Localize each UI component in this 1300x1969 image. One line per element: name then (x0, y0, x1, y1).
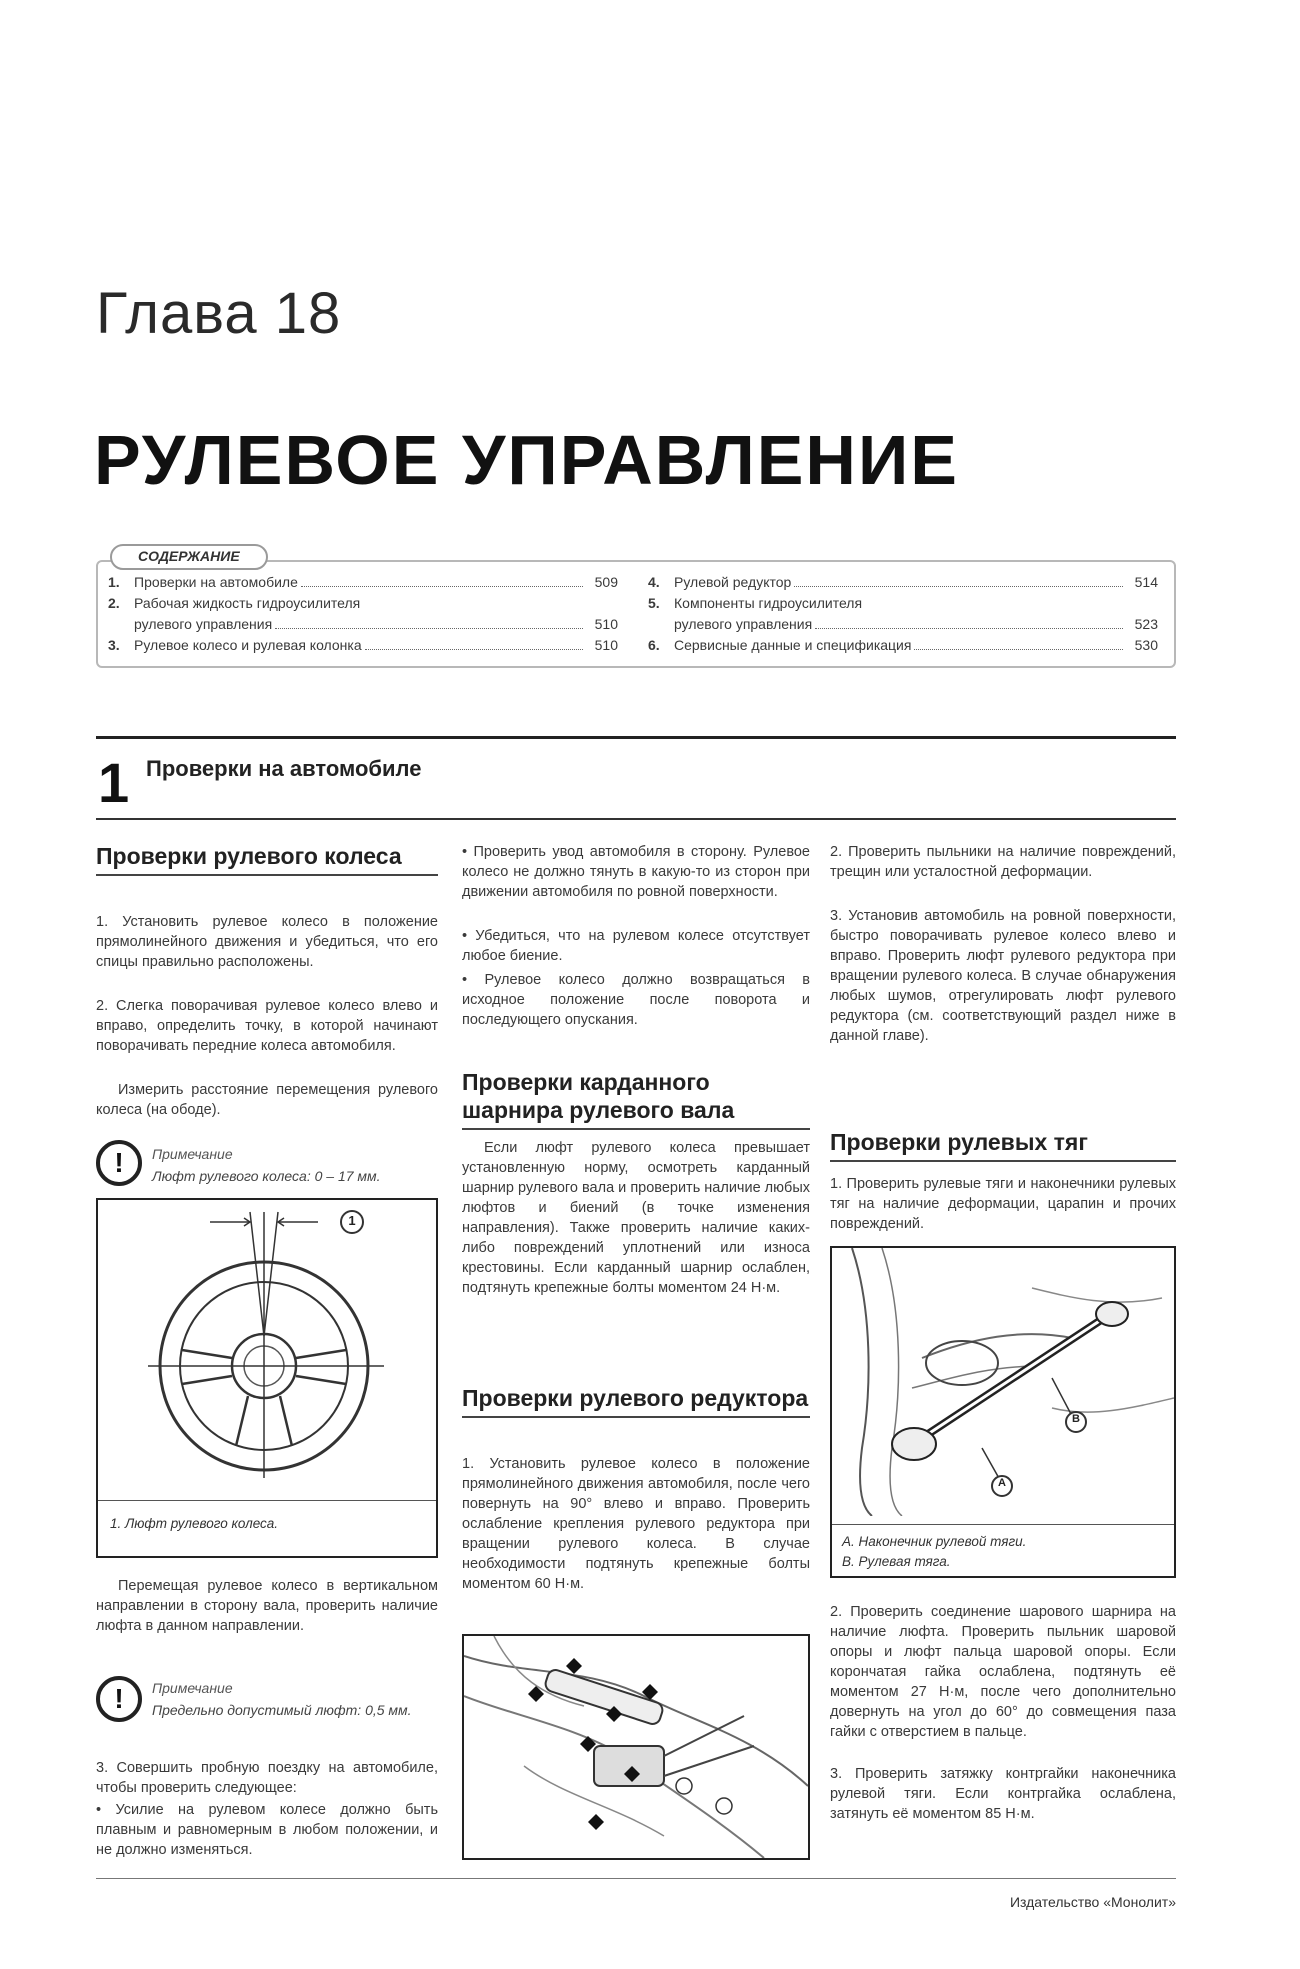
section-title: Проверки на автомобиле (146, 756, 422, 781)
note-label: Примечание (152, 1146, 233, 1162)
callout-1: 1 (348, 1213, 356, 1228)
note-text: Люфт рулевого колеса: 0 – 17 мм. (152, 1168, 381, 1184)
toc-item[interactable]: 4. Рулевой редуктор 514 (648, 574, 1158, 590)
paragraph: 1. Установить рулевое колесо в положение прямолинейного движения и убедиться, что его спицы правильно расположены. (96, 914, 438, 970)
toc-label: СОДЕРЖАНИЕ (110, 544, 268, 570)
toc-item[interactable]: 5. Компоненты гидроусилителя (648, 595, 863, 611)
figure-steering-gear-mount (462, 1634, 810, 1860)
note-icon: ! (96, 1676, 142, 1722)
figure-caption: 1. Люфт рулевого колеса. (110, 1516, 279, 1531)
paragraph: Если люфт рулевого колеса превышает установленную норму, осмотреть карданный шарнир рулевого вала и проверить наличие любых люфтов и биений (в точке изменения направления). Также проверить наличие каких-либо повреждений уплотнений или износа крестовины. Если карданный шарнир ослаблен, подтянуть крепежные болты моментом 24 Н·м. (462, 1140, 810, 1296)
paragraph: • Рулевое колесо должно возвращаться в исходное положение после поворота и последующего опускания. (462, 972, 810, 1028)
note-icon: ! (96, 1140, 142, 1186)
toc-item[interactable]: рулевого управления 510 (134, 616, 618, 632)
paragraph: 2. Проверить соединение шарового шарнира на наличие люфта. Проверить пыльник шаровой опоры и люфт пальца шаровой опоры. Если корончатая гайка ослаблена, подтянуть её моментом 27 Н·м, после чего дополнительно довернуть на угол до 60° до совмещения паза гайки с отверстием в пальце. (830, 1604, 1176, 1740)
callout-b: B (1072, 1413, 1080, 1425)
heading-steering-gear-checks: Проверки рулевого редуктора (462, 1384, 810, 1418)
toc-item[interactable]: рулевого управления 523 (674, 616, 1158, 632)
footer-rule (96, 1878, 1176, 1879)
toc-column-right (648, 572, 1158, 656)
paragraph: • Проверить увод автомобиля в сторону. Рулевое колесо не должно тянуть в какую-то из сторон при движении автомобиля по ровной поверхности. (462, 844, 810, 900)
figure-caption-b: B. Рулевая тяга. (842, 1554, 951, 1569)
figure-divider (832, 1524, 1174, 1525)
callout-a: A (998, 1477, 1006, 1489)
page-title: РУЛЕВОЕ УПРАВЛЕНИЕ (94, 421, 959, 499)
heading-steering-wheel-checks: Проверки рулевого колеса (96, 842, 438, 876)
note-text: Предельно допустимый люфт: 0,5 мм. (152, 1702, 412, 1718)
steering-gear-illustration (464, 1636, 808, 1858)
section-number: 1 (98, 751, 130, 814)
tie-rod-illustration (832, 1248, 1174, 1516)
toc-item[interactable]: 3. Рулевое колесо и рулевая колонка 510 (108, 637, 618, 653)
figure-tie-rod (830, 1246, 1176, 1578)
figure-divider (98, 1500, 436, 1501)
paragraph: 3. Установив автомобиль на ровной поверхности, быстро поворачивать рулевое колесо влево и вправо. Проверить люфт рулевого редуктора при вращении рулевого колеса. В случае обнаружения любых шумов, отрегулировать люфт рулевого редуктора (см. соответствующий раздел ниже в данной главе). (830, 908, 1176, 1044)
toc-item[interactable]: 6. Сервисные данные и спецификация 530 (648, 637, 1158, 653)
paragraph: • Убедиться, что на рулевом колесе отсутствует любое биение. (462, 928, 810, 964)
paragraph: Перемещая рулевое колесо в вертикальном направлении в сторону вала, проверить наличие люфта в данном направлении. (96, 1578, 438, 1634)
heading-cardan-joint-checks: Проверки карданного шарнира рулевого вала (462, 1068, 810, 1130)
section-top-rule (96, 736, 1176, 739)
paragraph: 3. Проверить затяжку контргайки наконечника рулевой тяги. Если контргайка ослаблена, затянуть её моментом 85 Н·м. (830, 1766, 1176, 1822)
paragraph: 2. Проверить пыльники на наличие повреждений, трещин или усталостной деформации. (830, 844, 1176, 880)
note-label: Примечание (152, 1680, 233, 1696)
toc-column-left (108, 572, 618, 656)
toc-item[interactable]: 2. Рабочая жидкость гидроусилителя (108, 595, 361, 611)
paragraph: • Усилие на рулевом колесе должно быть плавным и равномерным в любом положении, и не должно изменяться. (96, 1802, 438, 1858)
toc-item[interactable]: 1. Проверки на автомобиле 509 (108, 574, 618, 590)
paragraph: 1. Проверить рулевые тяги и наконечники рулевых тяг на наличие деформации, царапин и прочих повреждений. (830, 1176, 1176, 1232)
steering-wheel-diagram (98, 1200, 436, 1490)
paragraph: Измерить расстояние перемещения рулевого колеса (на ободе). (96, 1082, 438, 1118)
figure-caption-a: A. Наконечник рулевой тяги. (842, 1534, 1027, 1549)
chapter-label: Глава 18 (96, 281, 342, 346)
paragraph: 1. Установить рулевое колесо в положение прямолинейного движения автомобиля, после чего повернуть на 90° влево и вправо. Проверить ослабление крепления рулевого редуктора при вращении рулевого колеса. В случае необходимости подтянуть крепежные болты моментом 60 Н·м. (462, 1456, 810, 1592)
paragraph: 2. Слегка поворачивая рулевое колесо влево и вправо, определить точку, в которой начинают поворачивать передние колеса автомобиля. (96, 998, 438, 1054)
figure-steering-wheel (96, 1198, 438, 1558)
heading-tie-rod-checks: Проверки рулевых тяг (830, 1128, 1176, 1162)
publisher-footer: Издательство «Монолит» (1009, 1894, 1176, 1910)
paragraph: 3. Совершить пробную поездку на автомобиле, чтобы проверить следующее: (96, 1760, 438, 1796)
section-bottom-rule (96, 818, 1176, 820)
